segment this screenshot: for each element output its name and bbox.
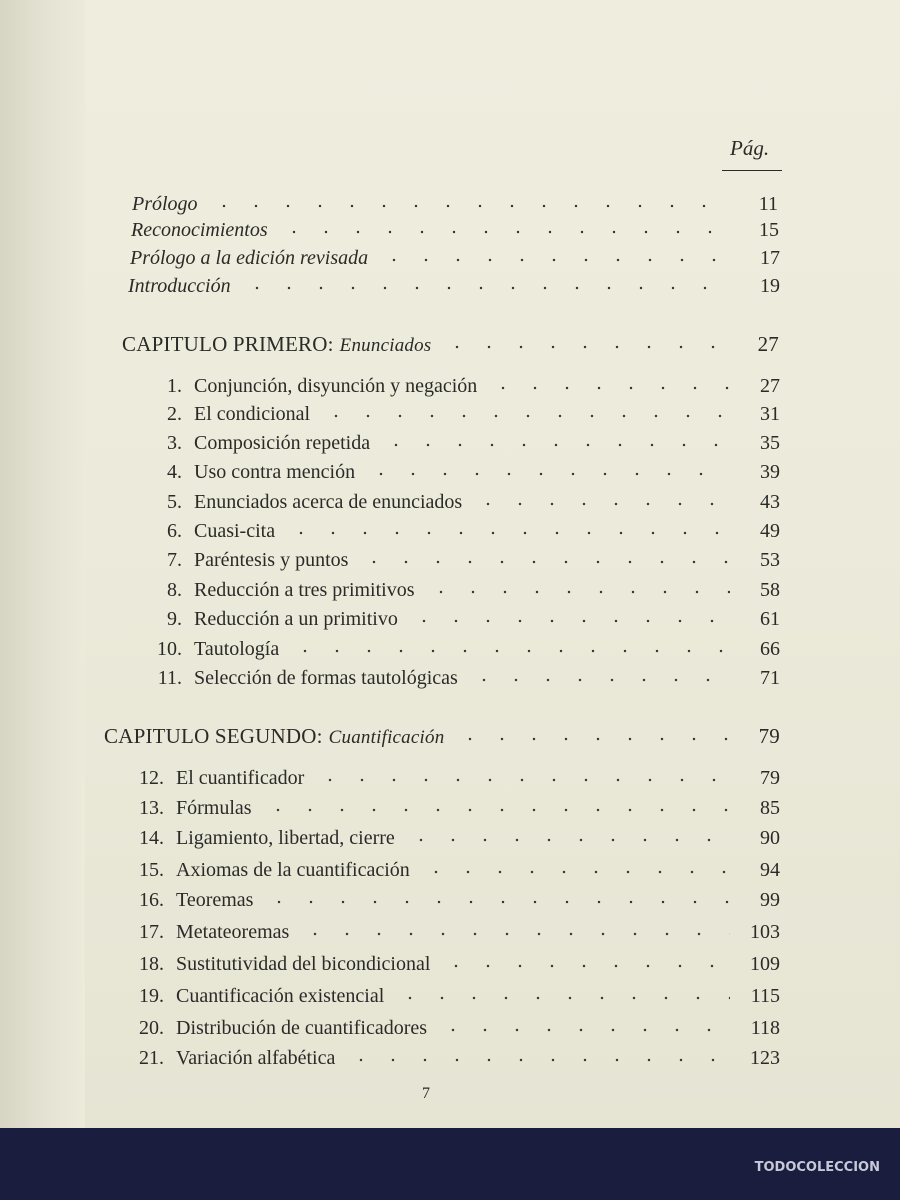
toc-section-4: [160, 458, 780, 486]
dot-leader: [441, 343, 729, 351]
dot-leader: [285, 529, 730, 537]
section-number: 2.: [167, 403, 182, 425]
section-page: 79: [760, 767, 780, 789]
section-label: Cuantificación existencial: [176, 985, 385, 1007]
section-number: 10.: [157, 638, 182, 660]
toc-section-13: [130, 794, 780, 822]
dot-leader: [378, 256, 730, 264]
section-label: Selección de formas tautológicas: [194, 667, 458, 689]
toc-section-21: [130, 1044, 780, 1072]
watermark: TODOCOLECCION: [754, 1160, 880, 1175]
toc-entry-page: 17: [760, 247, 780, 269]
page-gutter-shadow: [0, 0, 85, 1128]
section-label: Reducción a tres primitivos: [194, 579, 415, 601]
section-label: El condicional: [194, 403, 311, 425]
dot-leader: [314, 776, 730, 784]
section-page: 99: [760, 889, 780, 911]
dot-leader: [437, 1026, 730, 1034]
toc-entry-page: 15: [759, 219, 779, 241]
section-page: 61: [760, 608, 780, 630]
dot-leader: [263, 898, 730, 906]
section-number: 20.: [139, 1017, 164, 1039]
toc-section-3: [160, 429, 780, 457]
dot-leader: [454, 735, 730, 743]
dot-leader: [408, 617, 730, 625]
toc-section-19: [130, 982, 780, 1010]
section-page: 103: [750, 921, 780, 943]
section-number: 5.: [167, 491, 182, 513]
section-label: Teoremas: [176, 889, 254, 911]
dot-leader: [208, 202, 728, 210]
section-label: Enunciados acerca de enunciados: [194, 491, 463, 513]
toc-section-1: [160, 372, 780, 400]
toc-section-20: [130, 1014, 780, 1042]
section-page: 35: [760, 432, 780, 454]
section-page: 43: [760, 491, 780, 513]
page-column-rule: [722, 170, 782, 171]
section-page: 71: [760, 667, 780, 689]
section-number: 8.: [167, 579, 182, 601]
chapter-page: 27: [757, 332, 779, 356]
section-page: 115: [750, 985, 780, 1007]
toc-entry-label: Reconocimientos: [131, 219, 268, 241]
dot-leader: [278, 228, 729, 236]
toc-section-9: [160, 605, 780, 633]
dot-leader: [394, 994, 730, 1002]
toc-section-10: [145, 635, 780, 663]
section-number: 6.: [167, 520, 182, 542]
section-page: 53: [760, 549, 780, 571]
toc-section-8: [160, 576, 780, 604]
section-page: 123: [750, 1047, 780, 1069]
section-label: Reducción a un primitivo: [194, 608, 398, 630]
section-number: 17.: [139, 921, 164, 943]
section-label: Ligamiento, libertad, cierre: [176, 827, 395, 849]
dot-leader: [425, 588, 730, 596]
section-number: 19.: [139, 985, 164, 1007]
toc-entry-reconocimientos: [131, 216, 779, 244]
section-number: 9.: [167, 608, 182, 630]
section-number: 14.: [139, 827, 164, 849]
section-page: 31: [760, 403, 780, 425]
section-number: 12.: [139, 767, 164, 789]
section-page: 39: [760, 461, 780, 483]
section-number: 18.: [139, 953, 164, 975]
chapter-heading-1: [122, 330, 779, 360]
toc-entry-label: Prólogo: [132, 193, 198, 215]
dot-leader: [440, 962, 730, 970]
section-label: El cuantificador: [176, 767, 305, 789]
dot-leader: [320, 412, 730, 420]
toc-section-11: [145, 664, 780, 692]
section-label: Composición repetida: [194, 432, 371, 454]
section-label: Uso contra mención: [194, 461, 356, 483]
toc-entry-prologo: [132, 190, 778, 218]
toc-entry-introduccion: [128, 272, 780, 300]
chapter-subtitle: Enunciados: [339, 335, 432, 356]
section-number: 4.: [167, 461, 182, 483]
dot-leader: [405, 836, 730, 844]
section-page: 90: [760, 827, 780, 849]
dot-leader: [420, 868, 730, 876]
chapter-title: CAPITULO SEGUNDO:: [104, 724, 323, 748]
toc-section-6: [160, 517, 780, 545]
toc-section-16: [130, 886, 780, 914]
toc-entry-label: Introducción: [128, 275, 231, 297]
section-label: Paréntesis y puntos: [194, 549, 349, 571]
dot-leader: [299, 930, 730, 938]
section-page: 118: [750, 1017, 780, 1039]
toc-entry-prologo-revisada: [130, 244, 780, 272]
toc-entry-page: 19: [760, 275, 780, 297]
toc-entry-label: Prólogo a la edición revisada: [130, 247, 369, 269]
toc-section-14: [130, 824, 780, 852]
section-label: Axiomas de la cuantificación: [176, 859, 410, 881]
section-number: 1.: [167, 375, 182, 397]
section-page: 27: [760, 375, 780, 397]
dot-leader: [241, 284, 730, 292]
toc-section-17: [130, 918, 780, 946]
section-page: 109: [750, 953, 780, 975]
section-page: 94: [760, 859, 780, 881]
dot-leader: [487, 384, 730, 392]
section-label: Distribución de cuantificadores: [176, 1017, 428, 1039]
section-page: 85: [760, 797, 780, 819]
section-label: Variación alfabética: [176, 1047, 336, 1069]
toc-section-5: [160, 488, 780, 516]
dot-leader: [365, 470, 730, 478]
chapter-subtitle: Cuantificación: [328, 727, 445, 748]
section-number: 15.: [139, 859, 164, 881]
dot-leader: [262, 806, 730, 814]
section-label: Metateoremas: [176, 921, 290, 943]
section-label: Sustitutividad del bicondicional: [176, 953, 431, 975]
section-page: 49: [760, 520, 780, 542]
dot-leader: [380, 441, 730, 449]
toc-section-18: [130, 950, 780, 978]
section-number: 21.: [139, 1047, 164, 1069]
toc-section-15: [130, 856, 780, 884]
toc-section-12: [130, 764, 780, 792]
toc-entry-page: 11: [758, 193, 778, 215]
section-number: 7.: [167, 549, 182, 571]
chapter-page: 79: [758, 724, 780, 748]
page-column-header: Pág.: [730, 136, 770, 160]
section-number: 13.: [139, 797, 164, 819]
section-number: 16.: [139, 889, 164, 911]
chapter-title: CAPITULO PRIMERO:: [122, 332, 334, 356]
toc-section-7: [160, 546, 780, 574]
page-number-footer: 7: [422, 1085, 430, 1102]
section-page: 58: [760, 579, 780, 601]
dot-leader: [472, 500, 730, 508]
dot-leader: [289, 647, 730, 655]
section-label: Cuasi-cita: [194, 520, 276, 542]
section-number: 11.: [157, 667, 182, 689]
dot-leader: [468, 676, 730, 684]
section-page: 66: [760, 638, 780, 660]
section-label: Tautología: [194, 638, 280, 660]
chapter-heading-2: [104, 722, 780, 752]
dot-leader: [358, 558, 730, 566]
section-label: Conjunción, disyunción y negación: [194, 375, 478, 397]
dot-leader: [345, 1056, 730, 1064]
section-label: Fórmulas: [176, 797, 252, 819]
toc-section-2: [160, 400, 780, 428]
section-number: 3.: [167, 432, 182, 454]
